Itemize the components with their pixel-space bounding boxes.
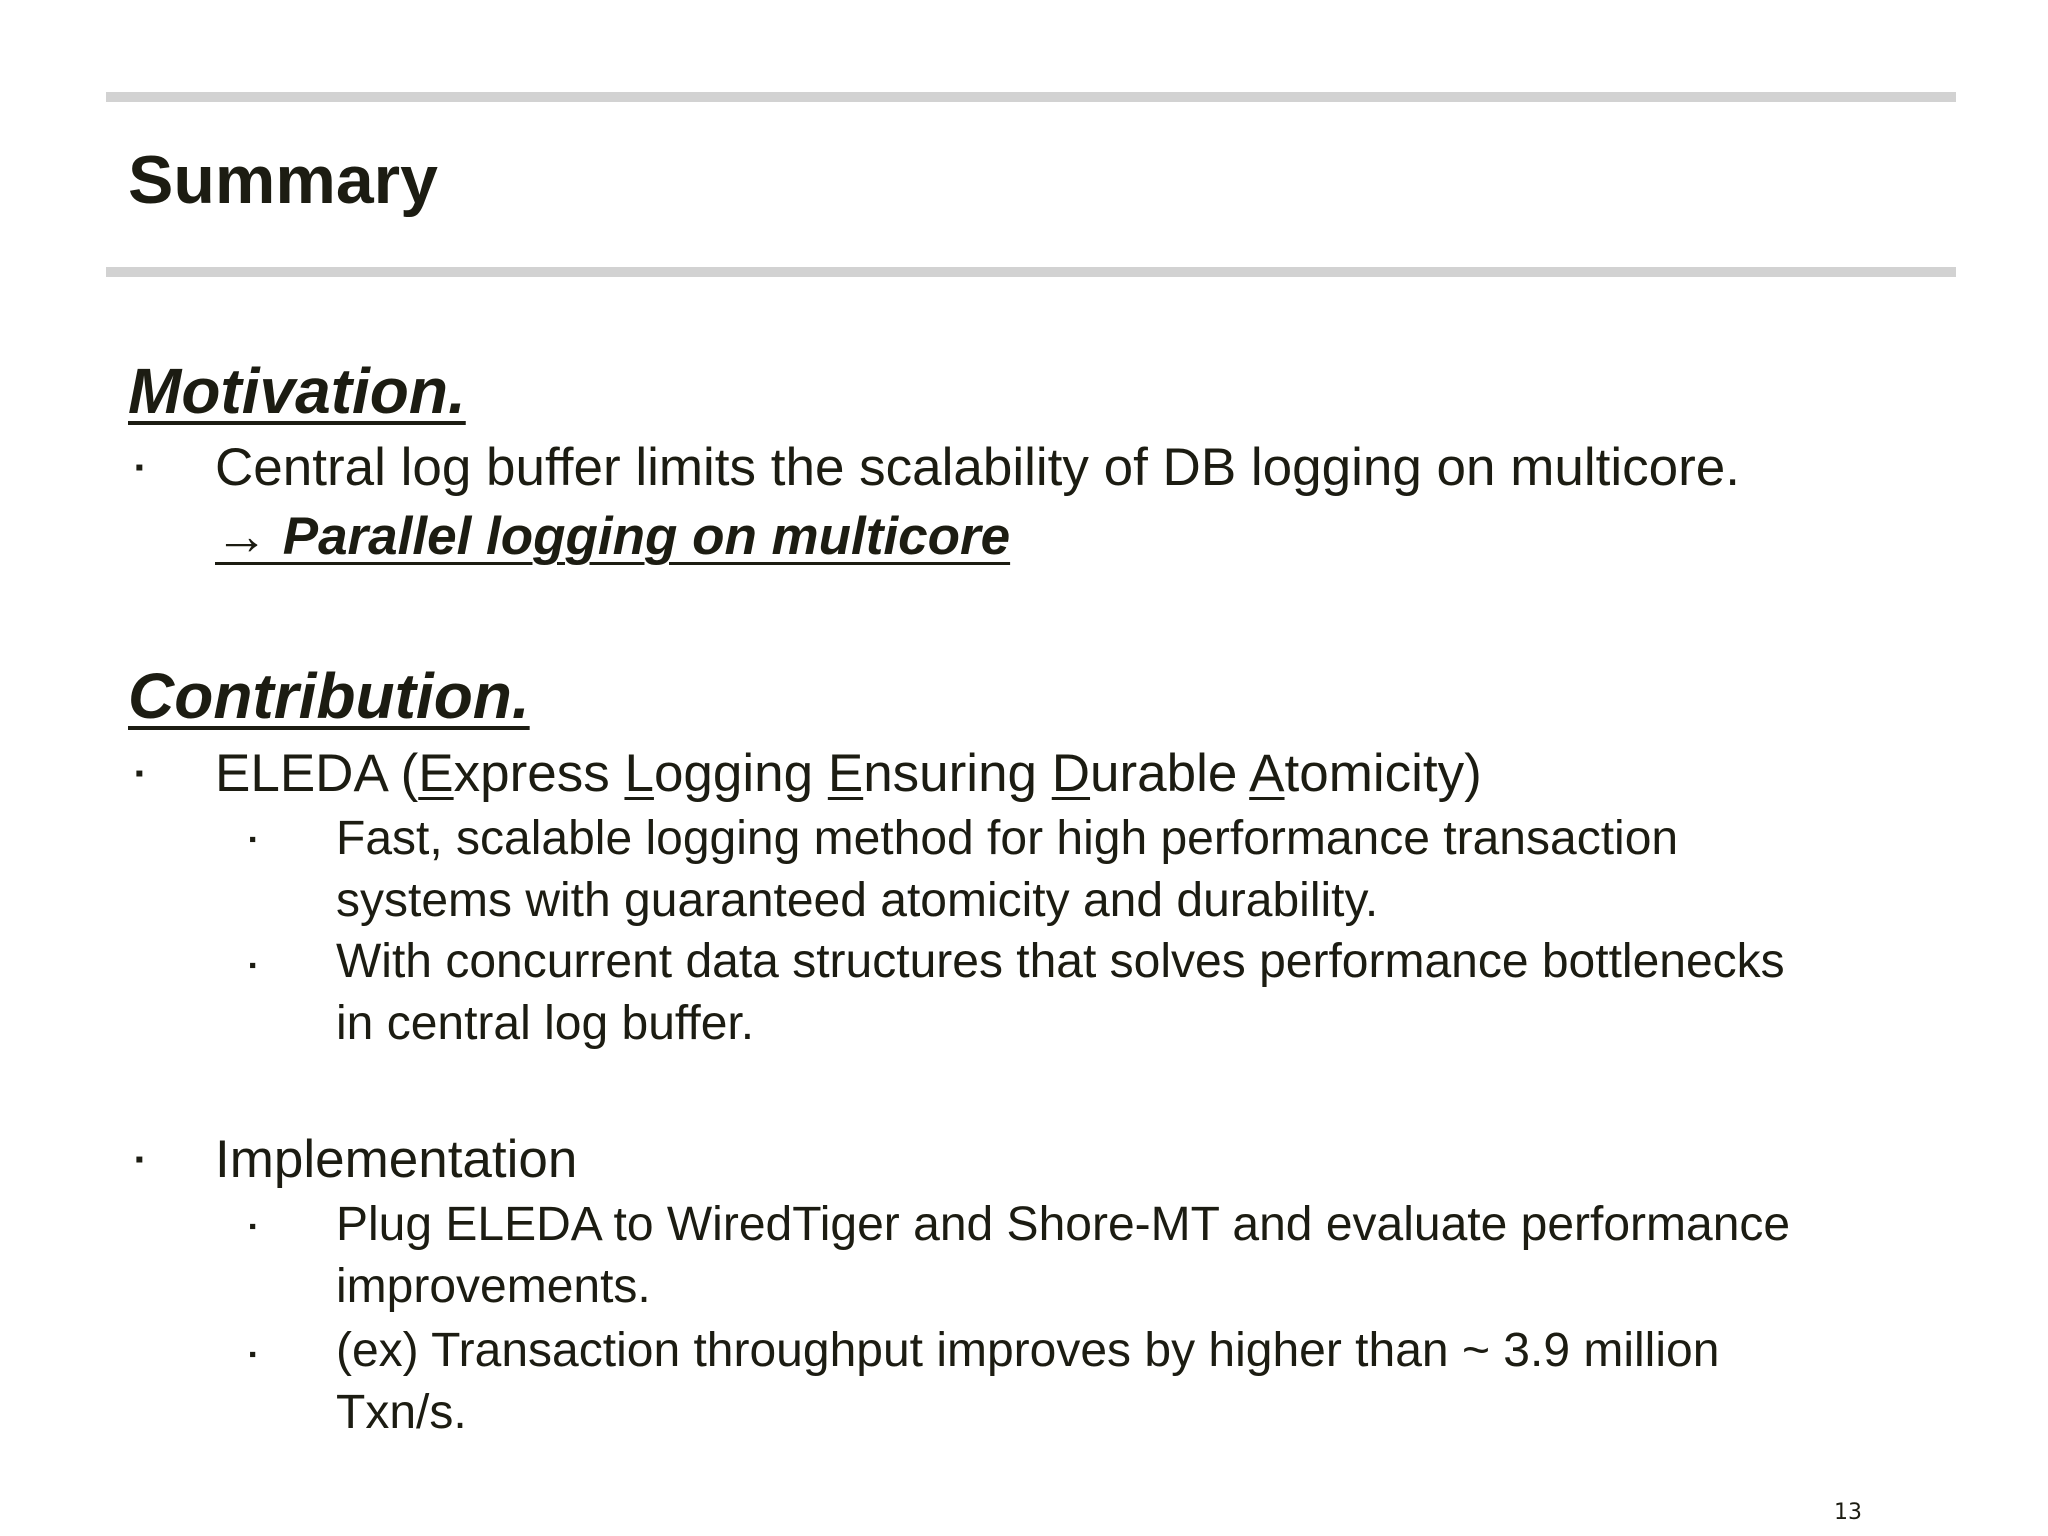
implementation-point-line: Txn/s.	[336, 1386, 467, 1439]
sub-bullet-icon: ▪	[249, 828, 257, 851]
eleda-point-line: in central log buffer.	[336, 997, 755, 1050]
implementation-point-line: Plug ELEDA to WiredTiger and Shore-MT and evaluate performance	[336, 1198, 1791, 1251]
eleda-text: ELEDA (	[215, 744, 419, 803]
acronym-letter: D	[1051, 744, 1091, 803]
top-divider	[106, 92, 1956, 102]
motivation-heading: Motivation.	[128, 355, 466, 427]
implementation-label: Implementation	[215, 1130, 578, 1189]
slide-title: Summary	[128, 142, 438, 218]
eleda-text: xpress	[453, 744, 625, 803]
acronym-letter: A	[1249, 744, 1285, 803]
implementation-point-line: improvements.	[336, 1260, 651, 1313]
eleda-text: ogging	[653, 744, 828, 803]
contribution-heading: Contribution.	[128, 660, 530, 732]
bullet-icon: ▪	[135, 1146, 144, 1173]
bullet-icon: ▪	[135, 454, 144, 481]
eleda-point-line: With concurrent data structures that solves performance bottlenecks	[336, 935, 1785, 988]
sub-bullet-icon: ▪	[249, 1343, 257, 1366]
page-number: 13	[1834, 1500, 1862, 1525]
title-divider	[106, 267, 1956, 277]
eleda-text: tomicity)	[1284, 744, 1482, 803]
motivation-point: Central log buffer limits the scalability of DB logging on multicore.	[215, 438, 1740, 497]
bullet-icon: ▪	[135, 760, 144, 787]
acronym-letter: E	[418, 744, 454, 803]
sub-bullet-icon: ▪	[249, 1215, 257, 1238]
acronym-letter: E	[827, 744, 864, 803]
eleda-point-line: Fast, scalable logging method for high performance transaction	[336, 812, 1679, 865]
sub-bullet-icon: ▪	[249, 954, 257, 977]
motivation-emphasis: → Parallel logging on multicore	[215, 507, 1011, 566]
implementation-point-line: (ex) Transaction throughput improves by higher than ~ 3.9 million	[336, 1324, 1720, 1377]
eleda-point-line: systems with guaranteed atomicity and durability.	[336, 874, 1379, 927]
acronym-letter: L	[624, 744, 654, 803]
eleda-acronym-line	[215, 743, 1482, 805]
eleda-text: urable	[1090, 744, 1250, 803]
eleda-text: nsuring	[863, 744, 1052, 803]
